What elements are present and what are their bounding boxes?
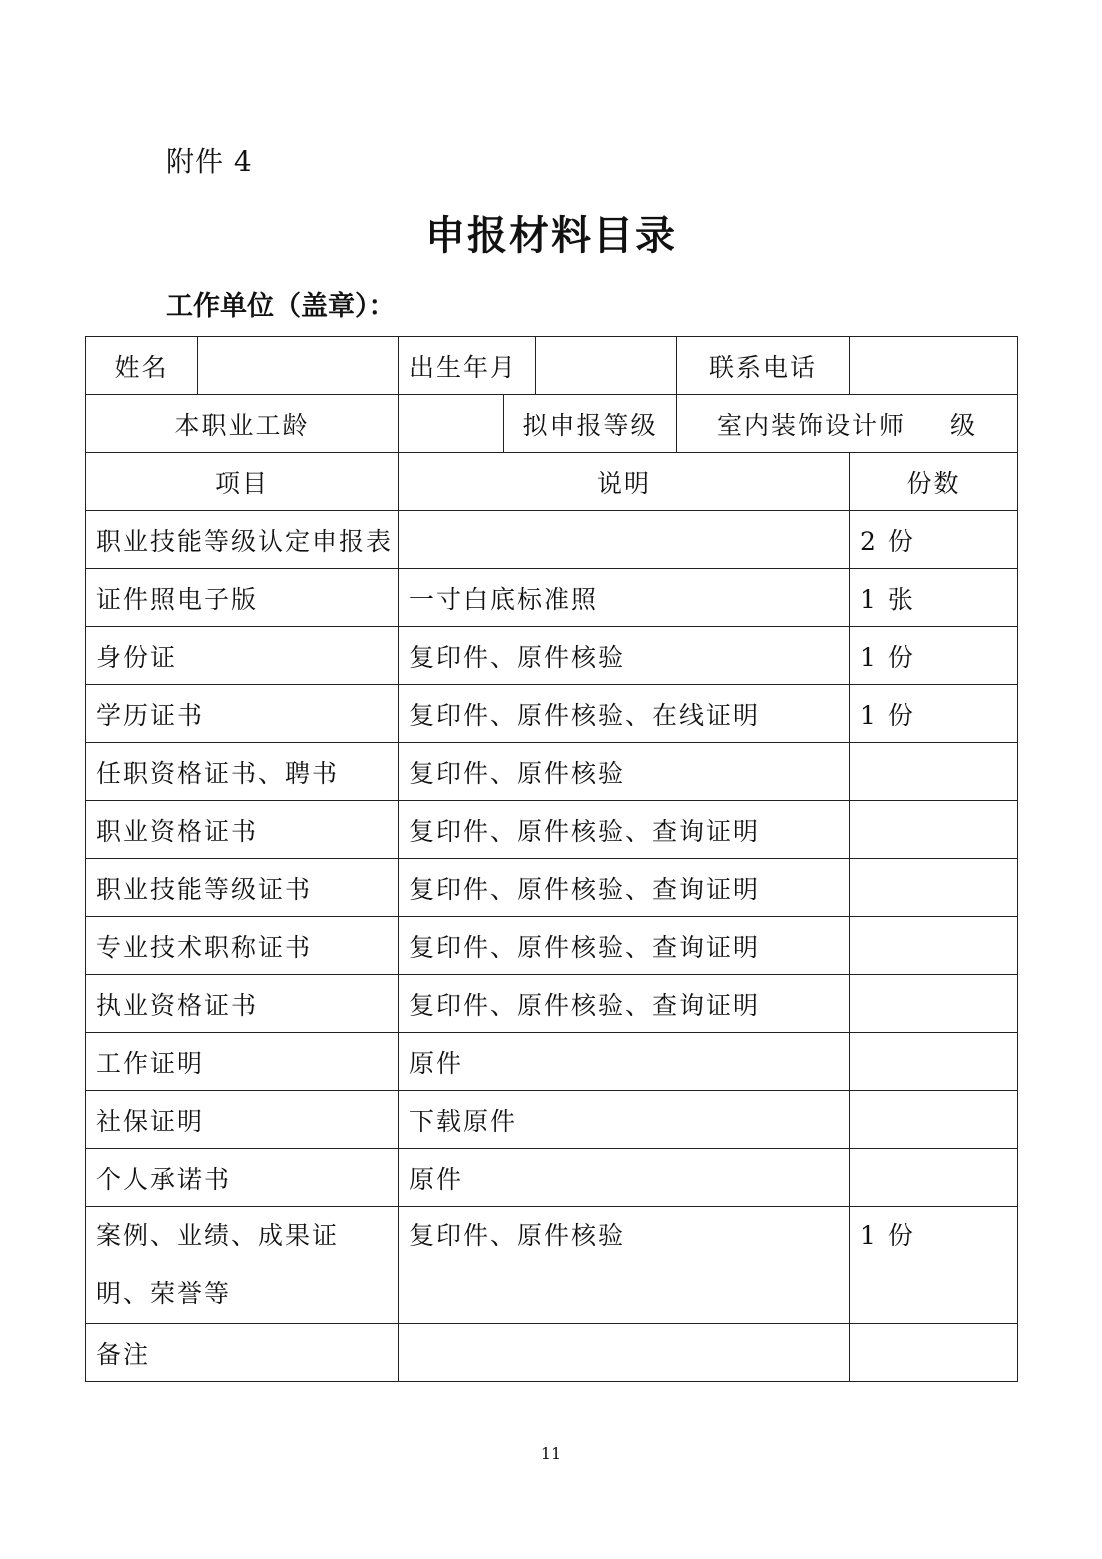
table-row (86, 1033, 1018, 1091)
row-item: 专业技术职称证书 (86, 917, 399, 975)
row-description: 下载原件 (399, 1091, 850, 1149)
row-copies (850, 859, 1018, 917)
row-item: 职业技能等级证书 (86, 859, 399, 917)
table-row (86, 511, 1018, 569)
header-copies: 份数 (850, 453, 1018, 511)
row-copies (850, 917, 1018, 975)
row-description: 原件 (399, 1033, 850, 1091)
seniority-value-cell[interactable] (399, 395, 504, 453)
table-row (86, 1207, 1018, 1324)
grade-value: 室内装饰设计师 (717, 410, 907, 440)
row-item: 工作证明 (86, 1033, 399, 1091)
header-item: 项目 (86, 453, 399, 511)
name-label: 姓名 (86, 337, 198, 395)
materials-table (85, 336, 1018, 1382)
row-copies (850, 1091, 1018, 1149)
row-item: 职业技能等级认定申报表 (86, 511, 399, 569)
row-copies: 1 张 (850, 569, 1018, 627)
row-description: 复印件、原件核验 (399, 1207, 850, 1324)
row-item: 案例、业绩、成果证明、荣誉等 (86, 1207, 399, 1324)
row-description: 复印件、原件核验 (399, 743, 850, 801)
row-item: 任职资格证书、聘书 (86, 743, 399, 801)
row-description: 复印件、原件核验、查询证明 (399, 975, 850, 1033)
row-description: 复印件、原件核验、在线证明 (399, 685, 850, 743)
table-row (86, 801, 1018, 859)
remarks-row (86, 1324, 1018, 1382)
row-copies (850, 801, 1018, 859)
row-description (399, 511, 850, 569)
table-row (86, 917, 1018, 975)
row-description: 复印件、原件核验、查询证明 (399, 859, 850, 917)
row-item: 学历证书 (86, 685, 399, 743)
page-number: 11 (540, 1444, 562, 1463)
row-description: 原件 (399, 1149, 850, 1207)
row-item: 执业资格证书 (86, 975, 399, 1033)
table-row (86, 627, 1018, 685)
row-description: 一寸白底标准照 (399, 569, 850, 627)
birth-value-cell[interactable] (536, 337, 677, 395)
table-row (86, 1149, 1018, 1207)
attachment-label: 附件 4 (166, 145, 253, 178)
row-copies (850, 1033, 1018, 1091)
row-copies: 1 份 (850, 1207, 1018, 1324)
row-item: 个人承诺书 (86, 1149, 399, 1207)
info-row-2 (86, 395, 1018, 453)
birth-label: 出生年月 (399, 337, 536, 395)
row-description: 复印件、原件核验、查询证明 (399, 917, 850, 975)
row-copies: 1 份 (850, 627, 1018, 685)
grade-label: 拟申报等级 (504, 395, 677, 453)
row-copies (850, 743, 1018, 801)
remarks-copies[interactable] (850, 1324, 1018, 1382)
name-value-cell[interactable] (198, 337, 399, 395)
header-description: 说明 (399, 453, 850, 511)
table-row (86, 1091, 1018, 1149)
row-copies (850, 975, 1018, 1033)
row-copies (850, 1149, 1018, 1207)
row-item: 证件照电子版 (86, 569, 399, 627)
table-row (86, 975, 1018, 1033)
table-row (86, 685, 1018, 743)
grade-value-cell[interactable] (677, 395, 1018, 453)
phone-label: 联系电话 (677, 337, 850, 395)
row-description: 复印件、原件核验、查询证明 (399, 801, 850, 859)
row-copies: 1 份 (850, 685, 1018, 743)
table-row (86, 743, 1018, 801)
remarks-description[interactable] (399, 1324, 850, 1382)
row-item: 社保证明 (86, 1091, 399, 1149)
header-row (86, 453, 1018, 511)
row-copies: 2 份 (850, 511, 1018, 569)
row-item: 身份证 (86, 627, 399, 685)
row-description: 复印件、原件核验 (399, 627, 850, 685)
grade-suffix: 级 (950, 410, 978, 440)
table-row (86, 859, 1018, 917)
table-row (86, 569, 1018, 627)
row-item: 职业资格证书 (86, 801, 399, 859)
info-row-1 (86, 337, 1018, 395)
seniority-label: 本职业工龄 (86, 395, 399, 453)
work-unit-label: 工作单位（盖章）： (166, 291, 396, 322)
document-title: 申报材料目录 (425, 213, 677, 259)
phone-value-cell[interactable] (850, 337, 1018, 395)
remarks-label: 备注 (86, 1324, 399, 1382)
